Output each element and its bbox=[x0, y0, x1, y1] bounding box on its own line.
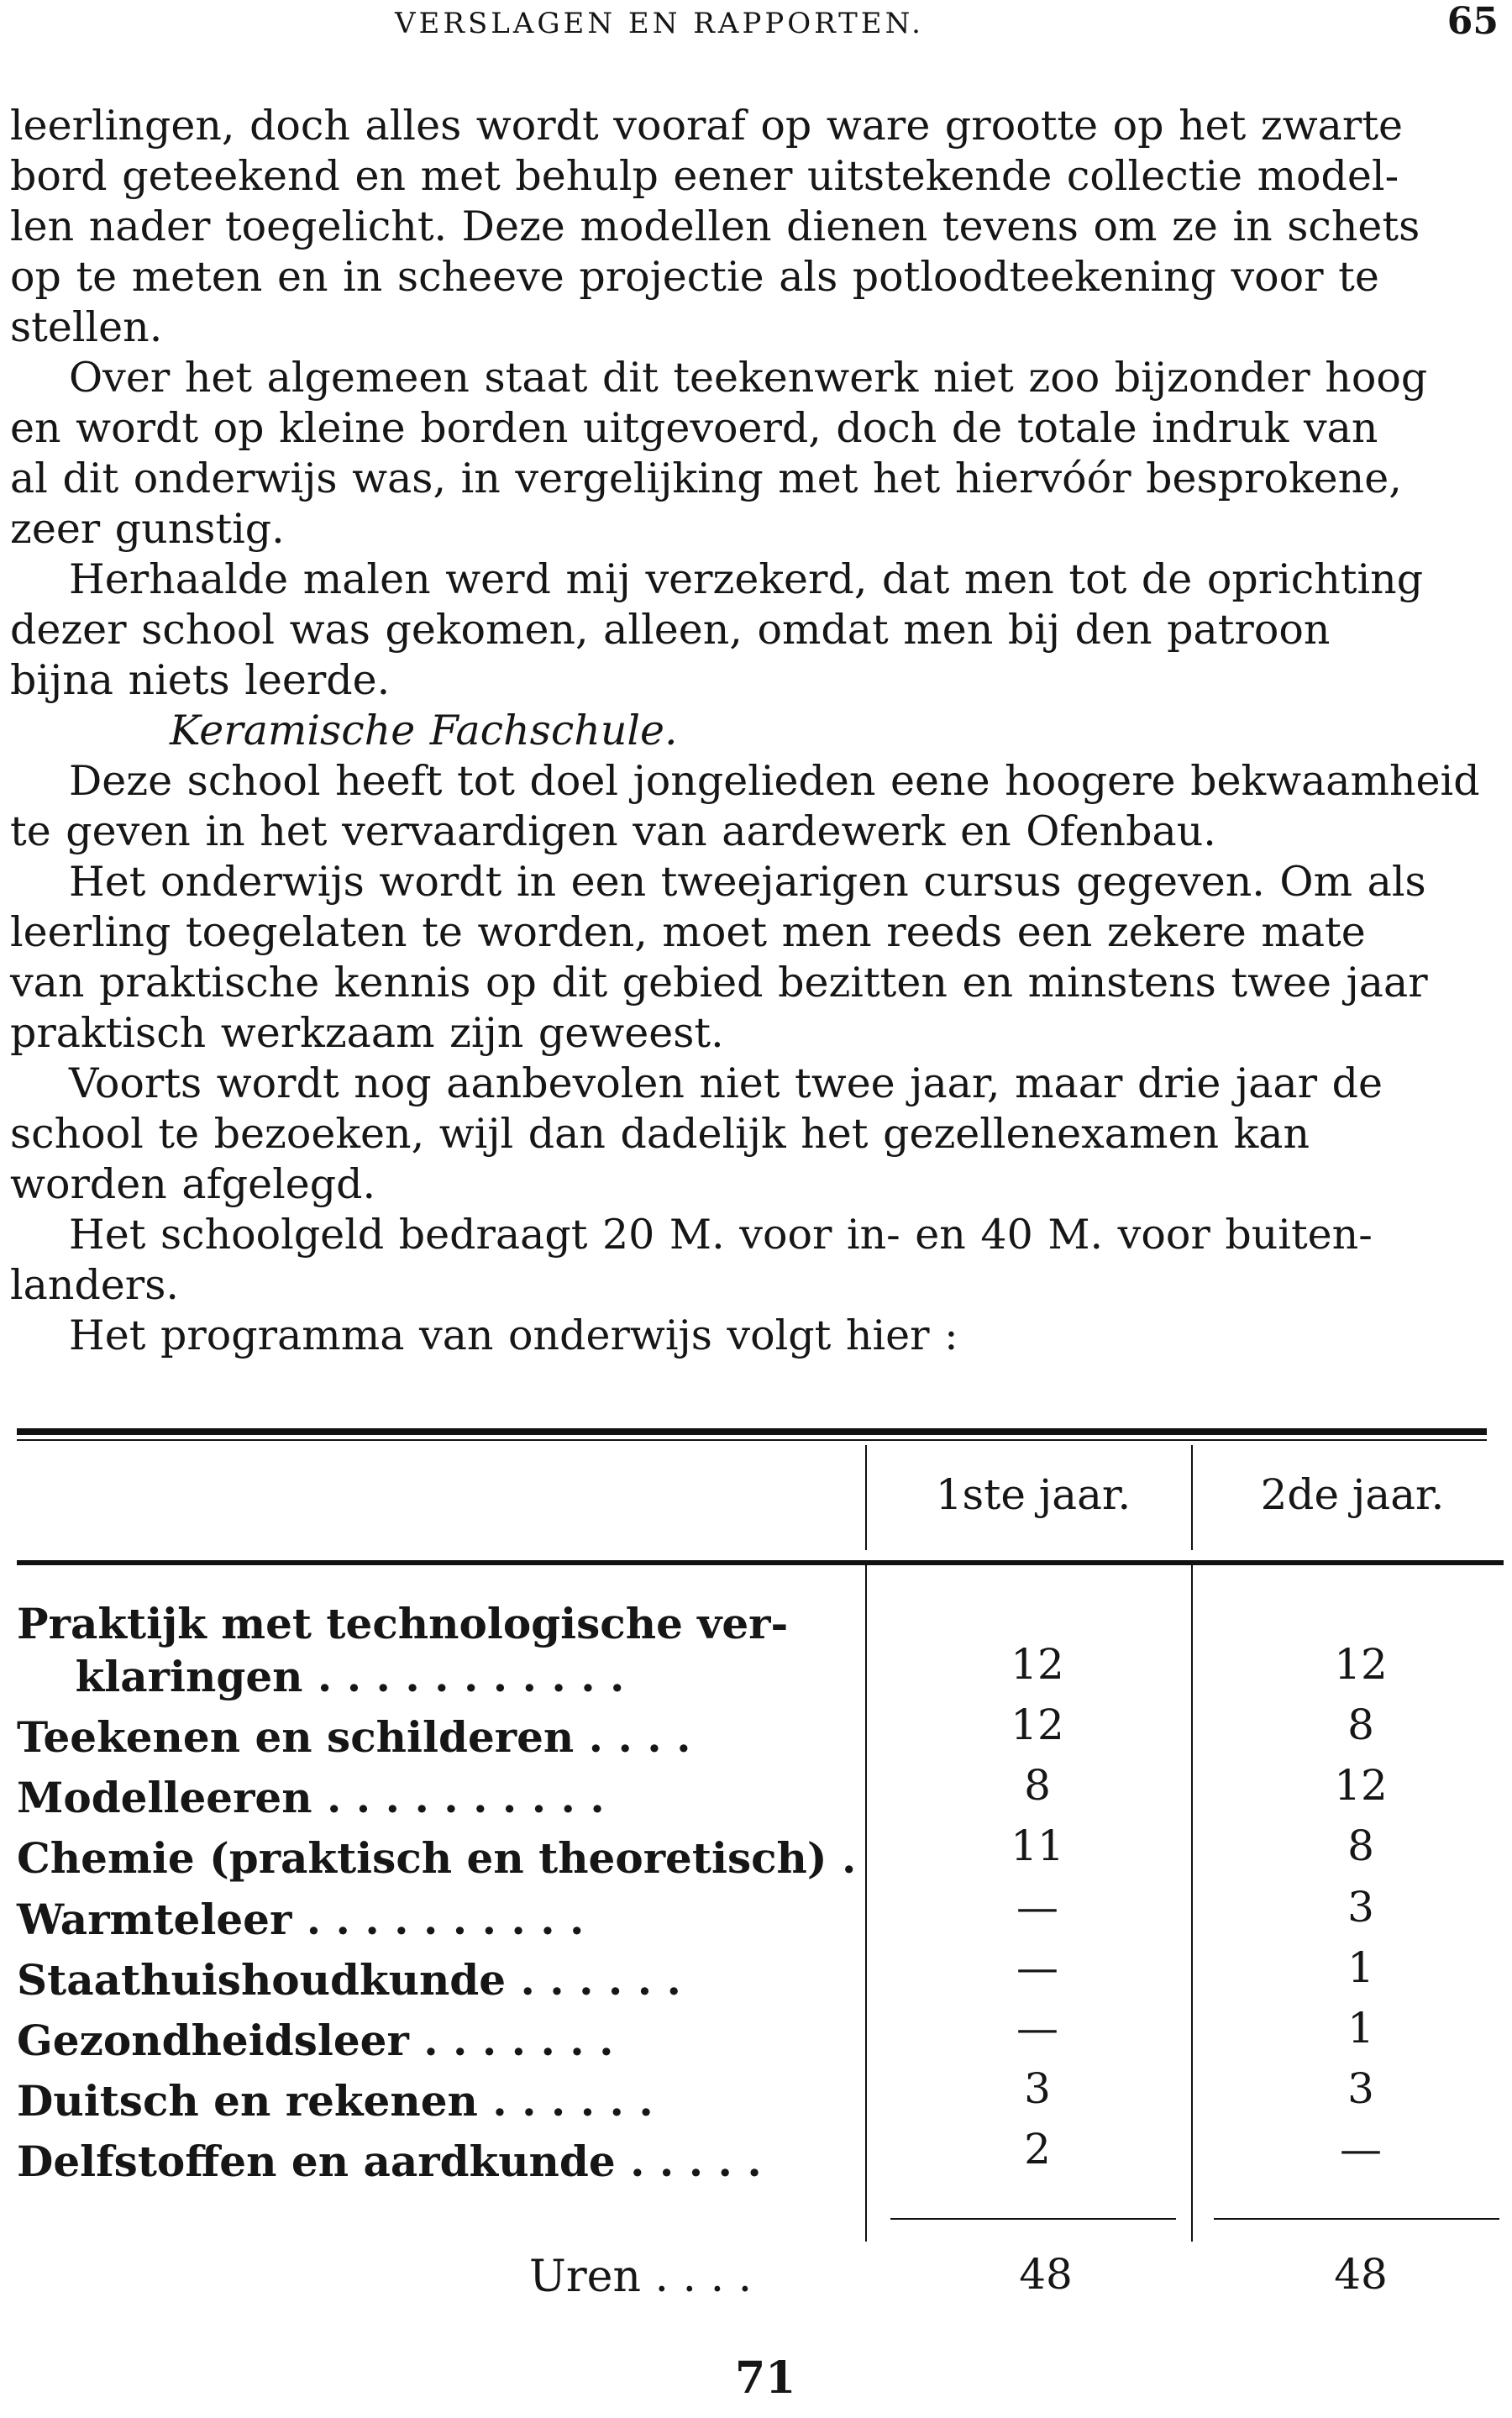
text-line: Deze school heeft tot doel jongelieden eene hoogere bekwaamheid bbox=[69, 757, 1480, 805]
cell-year2: 1 bbox=[1347, 2004, 1374, 2053]
page-number: 65 bbox=[1446, 0, 1499, 43]
text-line: dezer school was gekomen, alleen, omdat men bij den patroon bbox=[10, 606, 1331, 654]
table-top-rule bbox=[17, 1428, 1487, 1435]
table-row-label: Modelleeren . . . . . . . . . . bbox=[17, 1773, 605, 1822]
text-line: praktisch werkzaam zijn geweest. bbox=[10, 1009, 724, 1057]
cell-year2: 12 bbox=[1334, 1640, 1388, 1689]
text-line: Voorts wordt nog aanbevolen niet twee jaar, maar drie jaar de bbox=[69, 1059, 1383, 1107]
cell-year1: — bbox=[1016, 2004, 1058, 2053]
cell-year1: 8 bbox=[1024, 1761, 1051, 1810]
body-text bbox=[10, 101, 1499, 1361]
text-line: worden afgelegd. bbox=[10, 1160, 376, 1208]
text-line: bord geteekend en met behulp eener uitstekende collectie model- bbox=[10, 152, 1399, 200]
text-line: len nader toegelicht. Deze modellen dienen tevens om ze in schets bbox=[10, 202, 1420, 250]
table-row-label: Chemie (praktisch en theoretisch) . bbox=[17, 1833, 857, 1883]
text-line: leerlingen, doch alles wordt vooraf op ware grootte op het zwarte bbox=[10, 102, 1404, 150]
text-line: stellen. bbox=[10, 303, 163, 351]
cell-year2: — bbox=[1340, 2125, 1382, 2174]
cell-year1: 11 bbox=[1011, 1821, 1064, 1870]
cell-year2: 12 bbox=[1334, 1761, 1388, 1810]
table-top-rule-thin bbox=[17, 1439, 1487, 1441]
cell-year2: 1 bbox=[1347, 1943, 1374, 1992]
table-row-label: Staathuishoudkunde . . . . . . bbox=[17, 1955, 681, 2005]
text-line: Het programma van onderwijs volgt hier : bbox=[69, 1312, 958, 1359]
table-row-label: Teekenen en schilderen . . . . bbox=[17, 1712, 691, 1762]
paragraph-2 bbox=[10, 353, 1499, 555]
paragraph-4 bbox=[10, 756, 1499, 857]
total-year1: 48 bbox=[1019, 2250, 1073, 2299]
text-line: zeer gunstig. bbox=[10, 505, 285, 553]
paragraph-1 bbox=[10, 101, 1499, 353]
text-line: bijna niets leerde. bbox=[10, 656, 391, 704]
section-heading: Keramische Fachschule. bbox=[170, 707, 678, 754]
paragraph-7 bbox=[10, 1210, 1499, 1311]
text-line: Het schoolgeld bedraagt 20 M. voor in- en 40 M. voor buiten- bbox=[69, 1211, 1373, 1259]
table-row-label: Duitsch en rekenen . . . . . . bbox=[17, 2076, 654, 2126]
column-divider-1 bbox=[865, 1445, 867, 1550]
cell-year2: 3 bbox=[1347, 2064, 1374, 2113]
text-line: school te bezoeken, wijl dan dadelijk het gezellenexamen kan bbox=[10, 1110, 1310, 1158]
table-row-label: Gezondheidsleer . . . . . . . bbox=[17, 2016, 614, 2065]
cell-year1: 3 bbox=[1024, 2064, 1051, 2113]
paragraph-8 bbox=[10, 1311, 1499, 1361]
header-bottom-rule bbox=[17, 1560, 1504, 1565]
cell-year1: 12 bbox=[1011, 1640, 1064, 1689]
folio-number: 71 bbox=[735, 2352, 796, 2404]
text-line: al dit onderwijs was, in vergelijking met het hiervóór besprokene, bbox=[10, 455, 1402, 502]
cell-year1: 12 bbox=[1011, 1700, 1064, 1749]
paragraph-3 bbox=[10, 555, 1499, 706]
table-row-label: Delfstoffen en aardkunde . . . . . bbox=[17, 2137, 762, 2186]
sum-rule-col2 bbox=[1214, 2218, 1499, 2220]
running-head: VERSLAGEN EN RAPPORTEN. bbox=[395, 7, 924, 40]
text-line: Het onderwijs wordt in een tweejarigen cursus gegeven. Om als bbox=[69, 858, 1426, 906]
cell-year1: — bbox=[1016, 1943, 1058, 1992]
text-line: van praktische kennis op dit gebied bezitten en minstens twee jaar bbox=[10, 959, 1428, 1007]
cell-year2: 8 bbox=[1347, 1700, 1374, 1749]
table-row-label: Warmteleer . . . . . . . . . . bbox=[17, 1895, 585, 1944]
cell-year2: 3 bbox=[1347, 1883, 1374, 1932]
total-label: Uren . . . . bbox=[529, 2252, 753, 2302]
column-divider-1-body bbox=[865, 1565, 867, 2242]
text-line: leerling toegelaten te worden, moet men reeds een zekere mate bbox=[10, 908, 1366, 956]
column-divider-2-body bbox=[1191, 1565, 1193, 2242]
text-line: op te meten en in scheeve projectie als potloodteekening voor te bbox=[10, 253, 1379, 301]
table-row-label: Praktijk met technologische ver- bbox=[17, 1599, 789, 1648]
sum-rule-col1 bbox=[890, 2218, 1176, 2220]
table-row-label: klaringen . . . . . . . . . . . bbox=[17, 1652, 625, 1701]
text-line: en wordt op kleine borden uitgevoerd, doch de totale indruk van bbox=[10, 404, 1378, 452]
column-header-year2: 2de jaar. bbox=[1260, 1470, 1445, 1519]
total-year2: 48 bbox=[1334, 2250, 1388, 2299]
text-line: landers. bbox=[10, 1261, 179, 1309]
text-line: Herhaalde malen werd mij verzekerd, dat men tot de oprichting bbox=[69, 555, 1424, 603]
column-header-year1: 1ste jaar. bbox=[935, 1470, 1131, 1519]
cell-year1: 2 bbox=[1024, 2125, 1051, 2174]
cell-year1: — bbox=[1016, 1883, 1058, 1932]
text-line: Over het algemeen staat dit teekenwerk niet zoo bijzonder hoog bbox=[69, 354, 1428, 402]
cell-year2: 8 bbox=[1347, 1821, 1374, 1870]
text-line: te geven in het vervaardigen van aardewerk en Ofenbau. bbox=[10, 807, 1216, 855]
paragraph-5 bbox=[10, 857, 1499, 1059]
paragraph-6 bbox=[10, 1059, 1499, 1210]
